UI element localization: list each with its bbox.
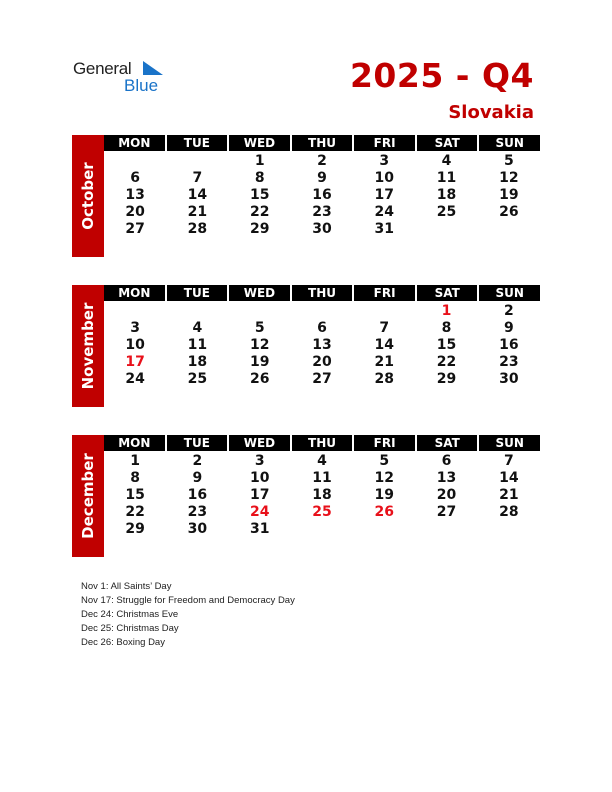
- day-cell: 30: [499, 371, 519, 387]
- weekday-header: [104, 135, 540, 151]
- holiday-note: Dec 26: Boxing Day: [81, 637, 165, 648]
- day-cell: 12: [499, 170, 519, 186]
- empty-day-cell: [415, 521, 477, 538]
- day-cell: 22: [249, 204, 270, 220]
- day-cell: 29: [249, 221, 270, 237]
- day-cell: 18: [312, 487, 332, 503]
- day-cell: 11: [187, 337, 208, 353]
- empty-day-cell: [166, 153, 228, 170]
- holiday-notes: [81, 580, 295, 650]
- week-row: [104, 303, 540, 320]
- day-cell: 22: [125, 504, 145, 520]
- day-cell: 4: [441, 153, 452, 169]
- day-cell: 26: [249, 371, 270, 387]
- holiday-note: Dec 24: Christmas Eve: [81, 609, 179, 620]
- day-cell: 4: [192, 320, 203, 336]
- day-cell: 18: [187, 354, 208, 370]
- day-cell: 3: [379, 153, 390, 169]
- day-cell: 21: [187, 204, 208, 220]
- day-cell: 15: [249, 187, 270, 203]
- week-row: [104, 153, 540, 170]
- week-row: [104, 371, 540, 388]
- day-cell: 28: [187, 221, 208, 237]
- weekday-tue: TUE: [167, 435, 230, 451]
- day-cell: 5: [254, 320, 265, 336]
- country-name: Slovakia: [448, 102, 534, 123]
- day-cell: 11: [312, 470, 332, 486]
- day-cell: 23: [187, 504, 208, 520]
- day-cell: 10: [249, 470, 270, 486]
- weekday-tue: TUE: [167, 135, 230, 151]
- month-block-december: [72, 435, 540, 557]
- month-label: October: [79, 162, 97, 230]
- day-cell: 31: [374, 221, 394, 237]
- day-cell: 14: [374, 337, 394, 353]
- day-cell: 29: [125, 521, 145, 537]
- day-cell: 1: [254, 153, 265, 169]
- weekday-fri: FRI: [354, 435, 417, 451]
- day-cell: 6: [441, 453, 452, 469]
- weekday-sat: SAT: [417, 435, 480, 451]
- month-label: December: [79, 453, 97, 539]
- weekday-sun: SUN: [479, 435, 540, 451]
- day-cell: 25: [187, 371, 208, 387]
- day-grid: [104, 453, 540, 538]
- day-cell: 22: [436, 354, 457, 370]
- empty-day-cell: [291, 521, 353, 538]
- day-cell: 1: [130, 453, 141, 469]
- weekday-thu: THU: [292, 135, 355, 151]
- week-row: [104, 170, 540, 187]
- weekday-sat: SAT: [417, 285, 480, 301]
- day-cell: 11: [436, 170, 457, 186]
- holiday-note: Dec 25: Christmas Day: [81, 623, 179, 634]
- day-cell: 10: [374, 170, 394, 186]
- weekday-thu: THU: [292, 435, 355, 451]
- day-cell: 13: [125, 187, 145, 203]
- month-block-october: [72, 135, 540, 257]
- week-row: [104, 187, 540, 204]
- week-row: [104, 470, 540, 487]
- day-cell: 9: [503, 320, 514, 336]
- holiday-note: Nov 17: Struggle for Freedom and Democracy Day: [81, 595, 295, 606]
- day-cell: 21: [499, 487, 519, 503]
- day-cell: 27: [436, 504, 457, 520]
- weekday-header: [104, 285, 540, 301]
- day-cell: 19: [249, 354, 270, 370]
- day-cell: 17: [374, 187, 394, 203]
- day-cell: 24: [125, 371, 145, 387]
- weekday-wed: WED: [229, 435, 292, 451]
- day-cell: 5: [379, 453, 390, 469]
- day-cell: 7: [379, 320, 390, 336]
- day-cell: 15: [436, 337, 457, 353]
- weekday-wed: WED: [229, 135, 292, 151]
- day-cell: 8: [130, 470, 141, 486]
- month-band: [72, 285, 104, 407]
- week-row: [104, 504, 540, 521]
- week-row: [104, 221, 540, 238]
- empty-day-cell: [104, 303, 166, 320]
- weekday-fri: FRI: [354, 285, 417, 301]
- holiday-day-cell: 17: [125, 354, 145, 370]
- day-cell: 16: [312, 187, 332, 203]
- day-cell: 31: [249, 521, 270, 537]
- holiday-day-cell: 25: [312, 504, 332, 520]
- weekday-sat: SAT: [417, 135, 480, 151]
- day-cell: 16: [499, 337, 519, 353]
- weekday-tue: TUE: [167, 285, 230, 301]
- day-cell: 19: [374, 487, 394, 503]
- day-cell: 20: [125, 204, 145, 220]
- weekday-mon: MON: [104, 435, 167, 451]
- empty-day-cell: [229, 303, 291, 320]
- day-cell: 7: [192, 170, 203, 186]
- page-title: 2025 - Q4: [349, 56, 534, 95]
- day-cell: 3: [254, 453, 265, 469]
- day-cell: 13: [312, 337, 332, 353]
- day-cell: 17: [249, 487, 270, 503]
- holiday-note: Nov 1: All Saints’ Day: [81, 581, 172, 592]
- day-cell: 2: [503, 303, 514, 319]
- empty-day-cell: [478, 521, 540, 538]
- weekday-thu: THU: [292, 285, 355, 301]
- day-cell: 30: [312, 221, 332, 237]
- day-cell: 29: [436, 371, 457, 387]
- day-cell: 10: [125, 337, 145, 353]
- day-cell: 2: [317, 153, 327, 169]
- day-cell: 18: [436, 187, 457, 203]
- day-cell: 6: [130, 170, 141, 186]
- weekday-sun: SUN: [479, 285, 540, 301]
- empty-day-cell: [166, 303, 228, 320]
- day-cell: 14: [187, 187, 208, 203]
- month-band: [72, 135, 104, 257]
- day-cell: 12: [249, 337, 270, 353]
- day-cell: 23: [312, 204, 332, 220]
- day-cell: 14: [499, 470, 519, 486]
- day-cell: 9: [317, 170, 327, 186]
- empty-day-cell: [353, 303, 415, 320]
- day-cell: 21: [374, 354, 394, 370]
- weekday-mon: MON: [104, 285, 167, 301]
- day-cell: 20: [312, 354, 332, 370]
- day-cell: 19: [499, 187, 519, 203]
- day-cell: 5: [503, 153, 514, 169]
- day-cell: 8: [441, 320, 452, 336]
- empty-day-cell: [478, 221, 540, 238]
- weekday-fri: FRI: [354, 135, 417, 151]
- day-cell: 20: [436, 487, 457, 503]
- month-band: [72, 435, 104, 557]
- logo: [73, 59, 173, 99]
- day-cell: 3: [130, 320, 141, 336]
- weekday-wed: WED: [229, 285, 292, 301]
- day-grid: [104, 303, 540, 388]
- week-row: [104, 521, 540, 538]
- weekday-mon: MON: [104, 135, 167, 151]
- day-cell: 30: [187, 521, 208, 537]
- day-cell: 6: [317, 320, 327, 336]
- week-row: [104, 320, 540, 337]
- holiday-day-cell: 26: [374, 504, 394, 520]
- holiday-day-cell: 1: [441, 303, 452, 319]
- day-cell: 28: [374, 371, 394, 387]
- day-cell: 16: [187, 487, 208, 503]
- day-grid: [104, 153, 540, 238]
- month-block-november: [72, 285, 540, 407]
- day-cell: 12: [374, 470, 394, 486]
- day-cell: 27: [312, 371, 332, 387]
- week-row: [104, 487, 540, 504]
- empty-day-cell: [104, 153, 166, 170]
- week-row: [104, 204, 540, 221]
- holiday-day-cell: 24: [249, 504, 270, 520]
- day-cell: 15: [125, 487, 145, 503]
- day-cell: 4: [317, 453, 327, 469]
- logo-text-blue: Blue: [124, 76, 159, 95]
- empty-day-cell: [353, 521, 415, 538]
- day-cell: 23: [499, 354, 519, 370]
- logo-text-general: General: [73, 59, 132, 78]
- month-label: November: [79, 302, 97, 390]
- day-cell: 2: [192, 453, 203, 469]
- week-row: [104, 337, 540, 354]
- logo-triangle-icon: [143, 61, 163, 75]
- empty-day-cell: [415, 221, 477, 238]
- day-cell: 8: [254, 170, 265, 186]
- weekday-header: [104, 435, 540, 451]
- day-cell: 28: [499, 504, 519, 520]
- day-cell: 24: [374, 204, 394, 220]
- day-cell: 26: [499, 204, 519, 220]
- day-cell: 9: [192, 470, 203, 486]
- week-row: [104, 453, 540, 470]
- day-cell: 27: [125, 221, 145, 237]
- day-cell: 25: [436, 204, 457, 220]
- day-cell: 7: [503, 453, 514, 469]
- week-row: [104, 354, 540, 371]
- empty-day-cell: [291, 303, 353, 320]
- day-cell: 13: [436, 470, 457, 486]
- weekday-sun: SUN: [479, 135, 540, 151]
